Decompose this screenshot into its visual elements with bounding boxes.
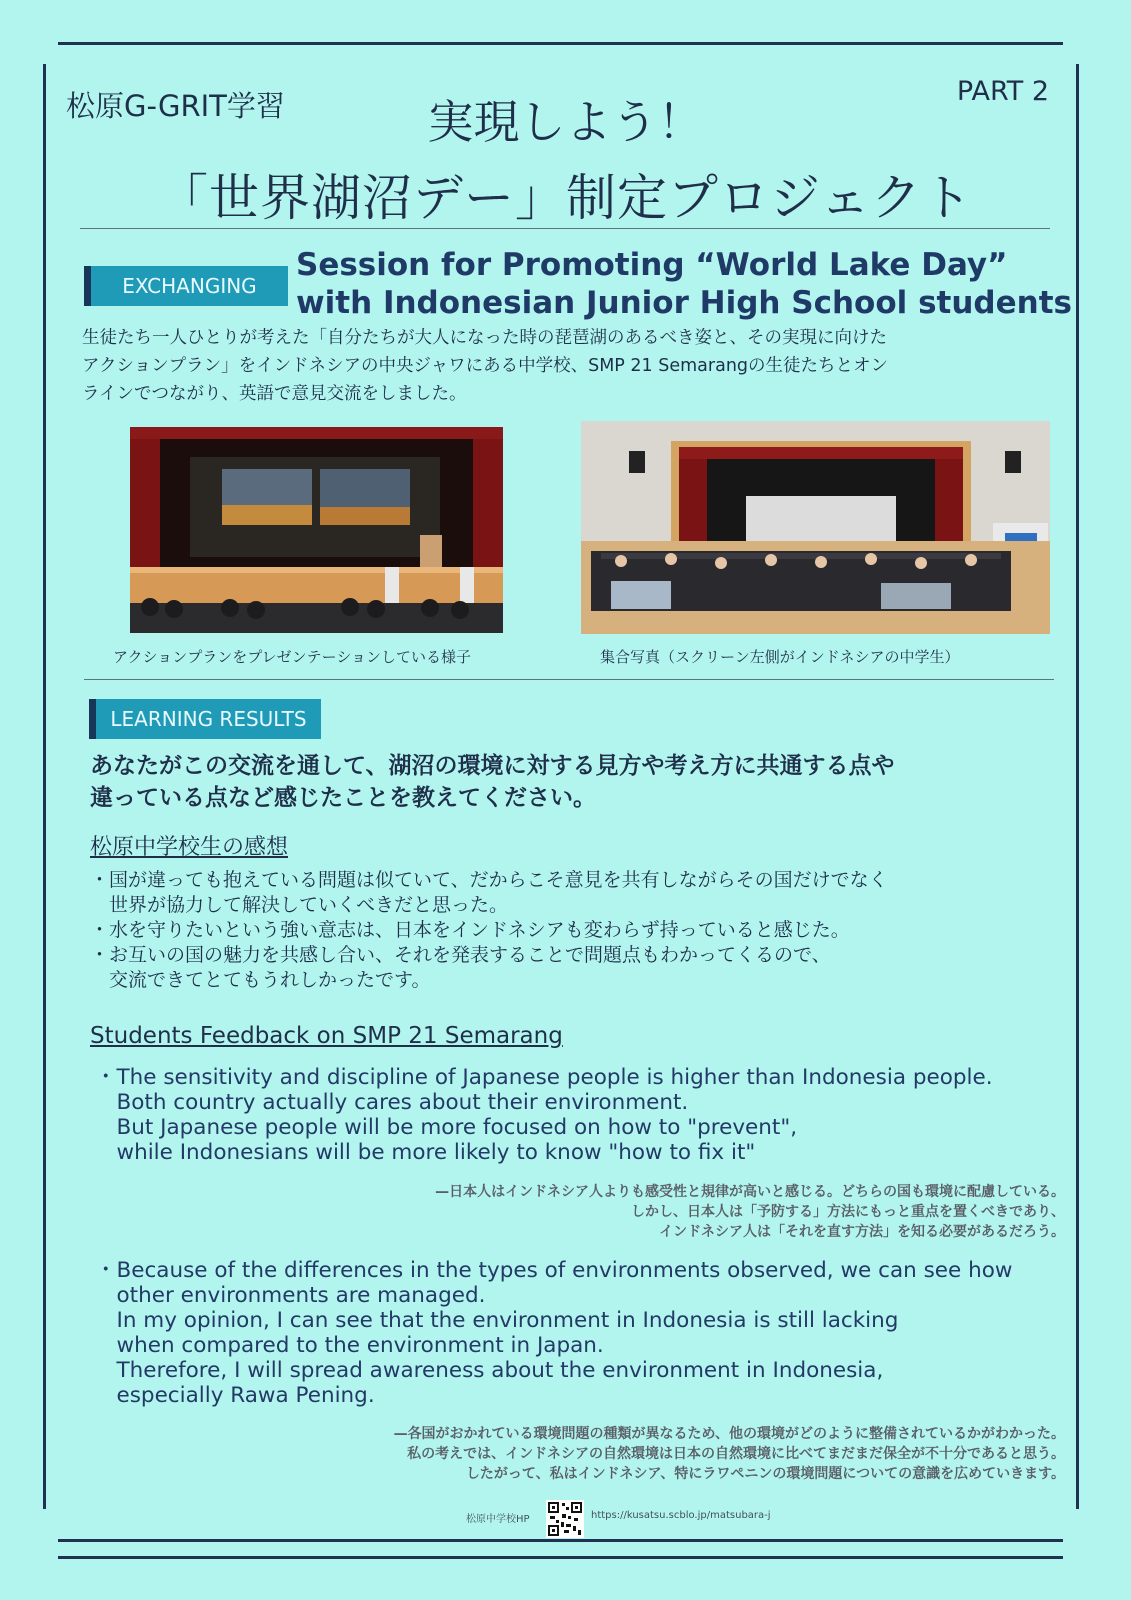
qr-code-icon[interactable]: [546, 1500, 584, 1538]
homepage-link[interactable]: https://kusatsu.scblo.jp/matsubara-j: [591, 1510, 771, 1521]
feedback-2-translation: [165, 1424, 1065, 1484]
question-line: 違っている点など感じたことを教えてください。: [90, 785, 596, 811]
translation-line: —各国がおかれている環境問題の種類が異なるため、他の環境がどのように整備されているかがわかった。: [393, 1426, 1065, 1442]
session-title-line1: Session for Promoting “World Lake Day”: [296, 247, 1008, 283]
bottom-border: [58, 1556, 1063, 1559]
translation-line: しかし、日本人は「予防する」方法にもっと重点を置くべきであり、: [631, 1204, 1065, 1220]
part-label: PART 2: [956, 76, 1049, 107]
top-border: [58, 42, 1063, 45]
session-title: [296, 246, 1096, 322]
feedback-line: But Japanese people will be more focused on how to "prevent",: [95, 1115, 798, 1140]
feedback-line: In my opinion, I can see that the environment in Indonesia is still lacking: [95, 1308, 899, 1333]
intro-paragraph: [82, 324, 1062, 408]
jp-feedback-heading: 松原中学校生の感想: [90, 835, 289, 860]
feedback-line: Therefore, I will spread awareness about the environment in Indonesia,: [95, 1358, 884, 1383]
list-item: ・国が違っても抱えている問題は似ていて、だからこそ意見を共有しながらその国だけでなく: [90, 869, 888, 891]
presentation-caption: アクションプランをプレゼンテーションしている様子: [113, 648, 472, 666]
learning-results-badge: LEARNING RESULTS: [89, 699, 321, 739]
session-title-line2: with Indonesian Junior High School students: [296, 285, 1072, 321]
intro-line: 生徒たち一人ひとりが考えた「自分たちが大人になった時の琵琶湖のあるべき姿と、その実現に向けた: [82, 328, 887, 348]
exchanging-badge: EXCHANGING: [84, 266, 288, 306]
section-divider: [84, 679, 1054, 680]
header-divider: [80, 228, 1050, 229]
feedback-line: ・Because of the differences in the types of environments observed, we can see how: [95, 1258, 1013, 1283]
presentation-photo: [130, 427, 503, 633]
translation-line: —日本人はインドネシア人よりも感受性と規律が高いと感じる。どちらの国も環境に配慮している。: [435, 1184, 1065, 1200]
feedback-1-translation: [165, 1182, 1065, 1242]
list-item: 世界が協力して解決していくべきだと思った。: [90, 894, 509, 916]
feedback-1: [95, 1065, 1055, 1165]
en-feedback-heading: Students Feedback on SMP 21 Semarang: [90, 1023, 563, 1049]
translation-line: したがって、私はインドネシア、特にラワペニンの環境問題についての意識を広めていきます。: [465, 1466, 1065, 1482]
page-title-line2: 「世界湖沼デー」制定プロジェクト: [158, 169, 973, 227]
page-title-line1: 実現しよう！: [427, 95, 704, 149]
program-name: 松原G-GRIT学習: [66, 89, 285, 123]
feedback-line: especially Rawa Pening.: [95, 1383, 375, 1408]
list-item: 交流できてとてもうれしかったです。: [90, 969, 431, 991]
translation-line: 私の考えでは、インドネシアの自然環境は日本の自然環境に比べてまだまだ保全が不十分であると思う。: [407, 1446, 1065, 1462]
feedback-line: Both country actually cares about their environment.: [95, 1090, 689, 1115]
feedback-line: while Indonesians will be more likely to know "how to fix it": [95, 1140, 756, 1165]
feedback-line: other environments are managed.: [95, 1283, 486, 1308]
footer-label: 松原中学校HP: [466, 1514, 530, 1525]
feedback-line: when compared to the environment in Japan.: [95, 1333, 604, 1358]
feedback-2: [95, 1258, 1055, 1408]
translation-line: インドネシア人は「それを直す方法」を知る必要があるだろう。: [659, 1224, 1065, 1240]
question-line: あなたがこの交流を通して、湖沼の環境に対する見方や考え方に共通する点や: [90, 753, 895, 779]
question-prompt: [90, 750, 1080, 814]
jp-feedback-list: [90, 868, 1090, 993]
intro-line: ラインでつながり、英語で意見交流をしました。: [82, 384, 467, 404]
left-border: [43, 64, 46, 1509]
group-caption: 集合写真（スクリーン左側がインドネシアの中学生）: [600, 648, 960, 666]
feedback-line: ・The sensitivity and discipline of Japanese people is higher than Indonesia people.: [95, 1065, 993, 1090]
list-item: ・水を守りたいという強い意志は、日本をインドネシアも変わらず持っていると感じた。: [90, 919, 850, 941]
group-photo: [581, 421, 1050, 634]
intro-line: アクションプラン」をインドネシアの中央ジャワにある中学校、SMP 21 Semarangの生徒たちとオン: [82, 356, 889, 376]
footer: [0, 1500, 1131, 1540]
list-item: ・お互いの国の魅力を共感し合い、それを発表することで問題点もわかってくるので、: [90, 944, 831, 966]
